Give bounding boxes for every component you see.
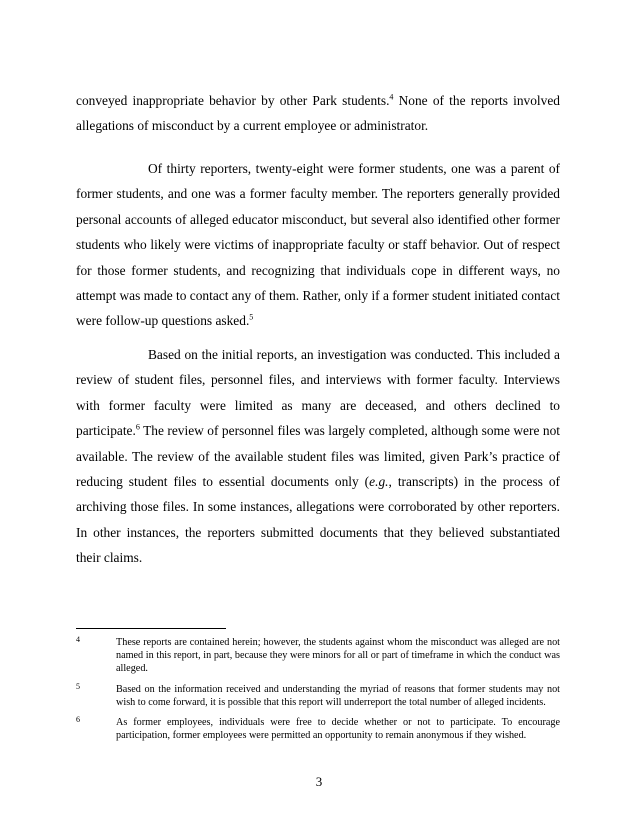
paragraph-2-block (76, 156, 560, 334)
paragraph-3-block (76, 342, 560, 571)
footnote-number: 4 (76, 635, 80, 644)
paragraph-3-text-a: Based on the initial reports, an investigation was conducted. This included a review of student files, personnel files, and interviews with former faculty. Interviews with former faculty were limited as many are deceased, and others declined to participate. (76, 347, 560, 439)
footnote-number: 6 (76, 715, 80, 724)
page-number: 3 (315, 774, 323, 789)
paragraph-1 (76, 88, 560, 139)
footnote-ref-5: 5 (249, 312, 254, 322)
footnote-text: Based on the information received and understanding the myriad of reasons that former students may not wish to come forward, it is possible that this report will underreport the total number of alleged incidents. (116, 684, 560, 708)
footnote-4 (76, 636, 560, 675)
paragraph-3-text-c: , transcripts) in the process of archiving those files. In some instances, allegations were corroborated by other reporters. In other instances, the reporters submitted documents that they believed substantiated their claims. (76, 474, 560, 566)
footnote-5 (76, 683, 560, 709)
footnote-text: As former employees, individuals were free to decide whether or not to participate. To encourage participation, former employees were permitted an opportunity to remain anonymous if they wished. (116, 717, 560, 741)
footnote-ref-4: 4 (389, 92, 394, 102)
footnote-ref-6: 6 (135, 422, 140, 432)
paragraph-1-text-b: None of the reports involved allegations of misconduct by a current employee or administrator. (76, 93, 560, 134)
paragraph-1-text-a: conveyed inappropriate behavior by other Park students. (76, 93, 390, 108)
footnote-text: These reports are contained herein; however, the students against whom the misconduct was alleged are not named in this report, in part, because they were minors for all or part of timeframe in which the conduct was alleged. (116, 637, 560, 674)
paragraph-2 (76, 156, 560, 334)
footnote-number: 5 (76, 682, 80, 691)
footnote-separator (76, 628, 226, 629)
paragraph-2-text: Of thirty reporters, twenty-eight were former students, one was a parent of former students, and one was a former faculty member. The reporters generally provided personal accounts of alleged educator misconduct, but several also identified other former students who likely were victims of inappropriate faculty or staff behavior. Out of respect for those former students, and recognizing that individuals cope in different ways, no attempt was made to contact any of them. Rather, only if a former student initiated contact were follow-up questions asked. (76, 161, 560, 329)
footnote-6 (76, 716, 560, 742)
paragraph-3-text-b: The review of personnel files was largely completed, although some were not available. The review of the available student files was limited, given Park’s practice of reducing student files to essential documents only ( (76, 423, 560, 490)
paragraph-continuation (76, 88, 560, 139)
paragraph-3-italic-eg: e.g. (369, 474, 389, 490)
paragraph-3 (76, 342, 560, 571)
